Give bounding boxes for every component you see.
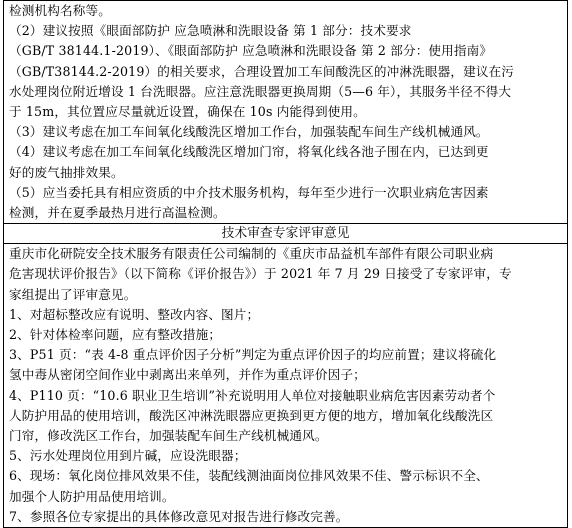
review-line: 危害现状评价报告》（以下简称《评价报告》）于 2021 年 7 月 29 日接受了专家评审，专 [9,266,512,282]
review-line: 重庆市化研院安全技术服务有限责任公司编制的《重庆市品益机车部件有限公司职业病 [9,246,494,262]
review-line: 人防护用品的使用培训，酸洗区冲淋洗眼器应更换到更方便的地方，增加氧化线酸洗区 [9,407,494,423]
review-line: 5、污水处理岗位用到片碱，应设洗眼器； [9,448,247,464]
recommendations-row [4,1,568,224]
review-line: 1、对超标整改应有说明、整改内容、图片； [9,306,260,322]
review-line: 6、现场：氧化岗位排风效果不佳，装配线测油面岗位排风效果不佳、警示标识不全、 [9,468,489,484]
opinion-table [3,0,568,528]
review-line: 7、参照各位专家提出的具体修改意见对报告进行修改完善。 [9,508,349,524]
review-line: 2、针对体检率问题，应有整改措施； [9,327,222,343]
recommendation-line: 好的废气抽排效果。 [9,164,124,180]
recommendation-line: 水处理岗位附近增设 1 台洗眼器。应注意洗眼器更换周期（5—6 年），其服务半径不得大 [9,83,512,99]
review-header: 技术审查专家评审意见 [4,224,568,244]
review-line: 3、P51 页：“表 4-8 重点评价因子分析”判定为重点评价因子的均应前置；建议将硫化 [9,347,497,363]
review-row [4,244,568,528]
review-line: 4、P110 页：“10.6 职业卫生培训”补充说明用人单位对接触职业病危害因素劳动者个 [9,387,496,403]
review-line: 家组提出了评审意见。 [9,286,137,302]
recommendation-line: （4）建议考虑在加工车间氧化线酸洗区增加门帘，将氧化线各池子围在内，已达到更 [9,144,489,160]
review-cell [4,244,568,528]
recommendation-line: 于 15m，其位置应尽量就近设置，确保在 10s 内能得到使用。 [9,104,366,120]
recommendation-line: （5）应当委托具有相应资质的中介技术服务机构，每年至少进行一次职业病危害因素 [9,184,489,200]
recommendation-line: （2）建议按照《眼面部防护 应急喷淋和洗眼设备 第 1 部分：技术要求 [9,23,412,39]
review-line: 门帘，修改洗区工作台，加强装配车间生产线机械通风。 [9,428,328,444]
review-header-row [4,224,568,244]
recommendation-line: （GB/T 38144.1-2019）、《眼面部防护 应急喷淋和洗眼设备 第 2 部分：使用指南》 [9,43,493,59]
recommendation-line: 检测机构名称等。 [9,3,111,18]
recommendation-line: （3）建议考虑在加工车间氧化线酸洗区增加工作台，加强装配车间生产线机械通风。 [9,124,489,140]
recommendations-cell [4,1,568,224]
recommendation-line: （GB/T38144.2-2019）的相关要求，合理设置加工车间酸洗区的冲淋洗眼器，建议在污 [9,63,515,79]
review-line: 氢中毒从密闭空间作业中剥离出来单列，并作为重点评价因子； [9,367,366,383]
review-line: 加强个人防护用品使用培训。 [9,488,175,504]
recommendation-line: 检测，并在夏季最热月进行高温检测。 [9,205,226,221]
